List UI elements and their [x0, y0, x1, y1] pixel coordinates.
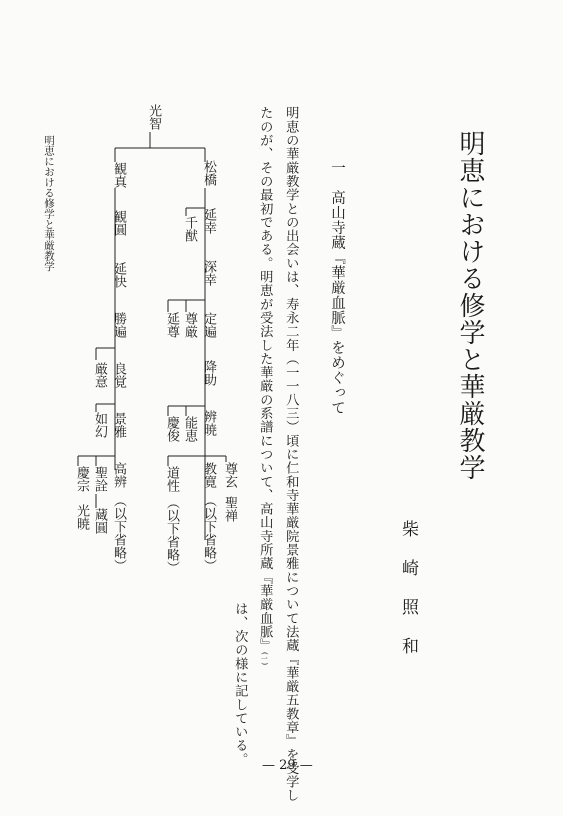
body-line-2-text: たのが、その最初である。明恵が受法した華厳の系譜について、高山寺所蔵『華厳血脈』: [257, 106, 273, 652]
lineage-nyogen: 如幻: [92, 412, 107, 438]
lineage-right-6: 景雅: [111, 412, 126, 438]
lineage-right-7: 高辨: [111, 462, 126, 488]
lineage-right-4: 勝遍: [111, 312, 126, 338]
lineage-keishun: 慶俊: [164, 416, 179, 442]
body-line-3: は、次の様に記している。: [232, 602, 248, 766]
page-number: — 29 —: [262, 758, 313, 773]
lineage-left-5: 降助: [201, 360, 216, 386]
lineage-shozen: 聖禅: [222, 496, 237, 522]
lineage-gon-i: 厳意: [92, 362, 107, 388]
lineage-shosen: 聖詮: [92, 466, 107, 492]
lineage-left-1: 松橋: [201, 160, 216, 186]
author-name: 柴崎照和: [398, 520, 418, 676]
section-heading: 一 高山寺蔵『華厳血脈』をめぐって: [329, 160, 345, 415]
lineage-note-kyokan: （以下省略）: [201, 494, 216, 572]
lineage-note-dosho: （以下省略）: [164, 496, 179, 574]
lineage-right-1: 観真: [111, 162, 126, 188]
lineage-left-4: 定遍: [201, 312, 216, 338]
lineage-left-6: 辨暁: [201, 410, 216, 436]
running-header: 明恵における修学と華厳教学: [43, 135, 55, 272]
lineage-keiso: 慶宗: [74, 466, 89, 492]
lineage-note-koben: （以下省略）: [111, 494, 126, 572]
lineage-dosho: 道性: [164, 466, 179, 492]
lineage-songen: 尊玄: [222, 462, 237, 488]
lineage-zoen: 蔵圓: [92, 508, 107, 534]
lineage-senken: 千猷: [182, 216, 197, 242]
lineage-kogyo: 光暁: [74, 504, 89, 530]
lineage-right-2: 観圓: [111, 210, 126, 236]
lineage-noe: 能恵: [182, 416, 197, 442]
lineage-right-5: 良覚: [111, 362, 126, 388]
lineage-left-3: 深幸: [201, 260, 216, 286]
body-line-1: 明恵の華厳教学との出会いは、寿永二年（一一八三）頃に仁和寺華厳院景雅について法蔵『華厳五教章』を受学し: [283, 106, 299, 803]
lineage-songon: 尊厳: [182, 312, 197, 338]
note-marker: (一): [260, 652, 269, 666]
lineage-left-7: 教寛: [201, 462, 216, 488]
lineage-left-2: 延幸: [201, 208, 216, 234]
article-title: 明恵における修学と華厳教学: [455, 130, 485, 481]
lineage-enson: 延尊: [164, 312, 179, 338]
lineage-root: 光智: [146, 104, 161, 130]
lineage-right-3: 延快: [111, 262, 126, 288]
